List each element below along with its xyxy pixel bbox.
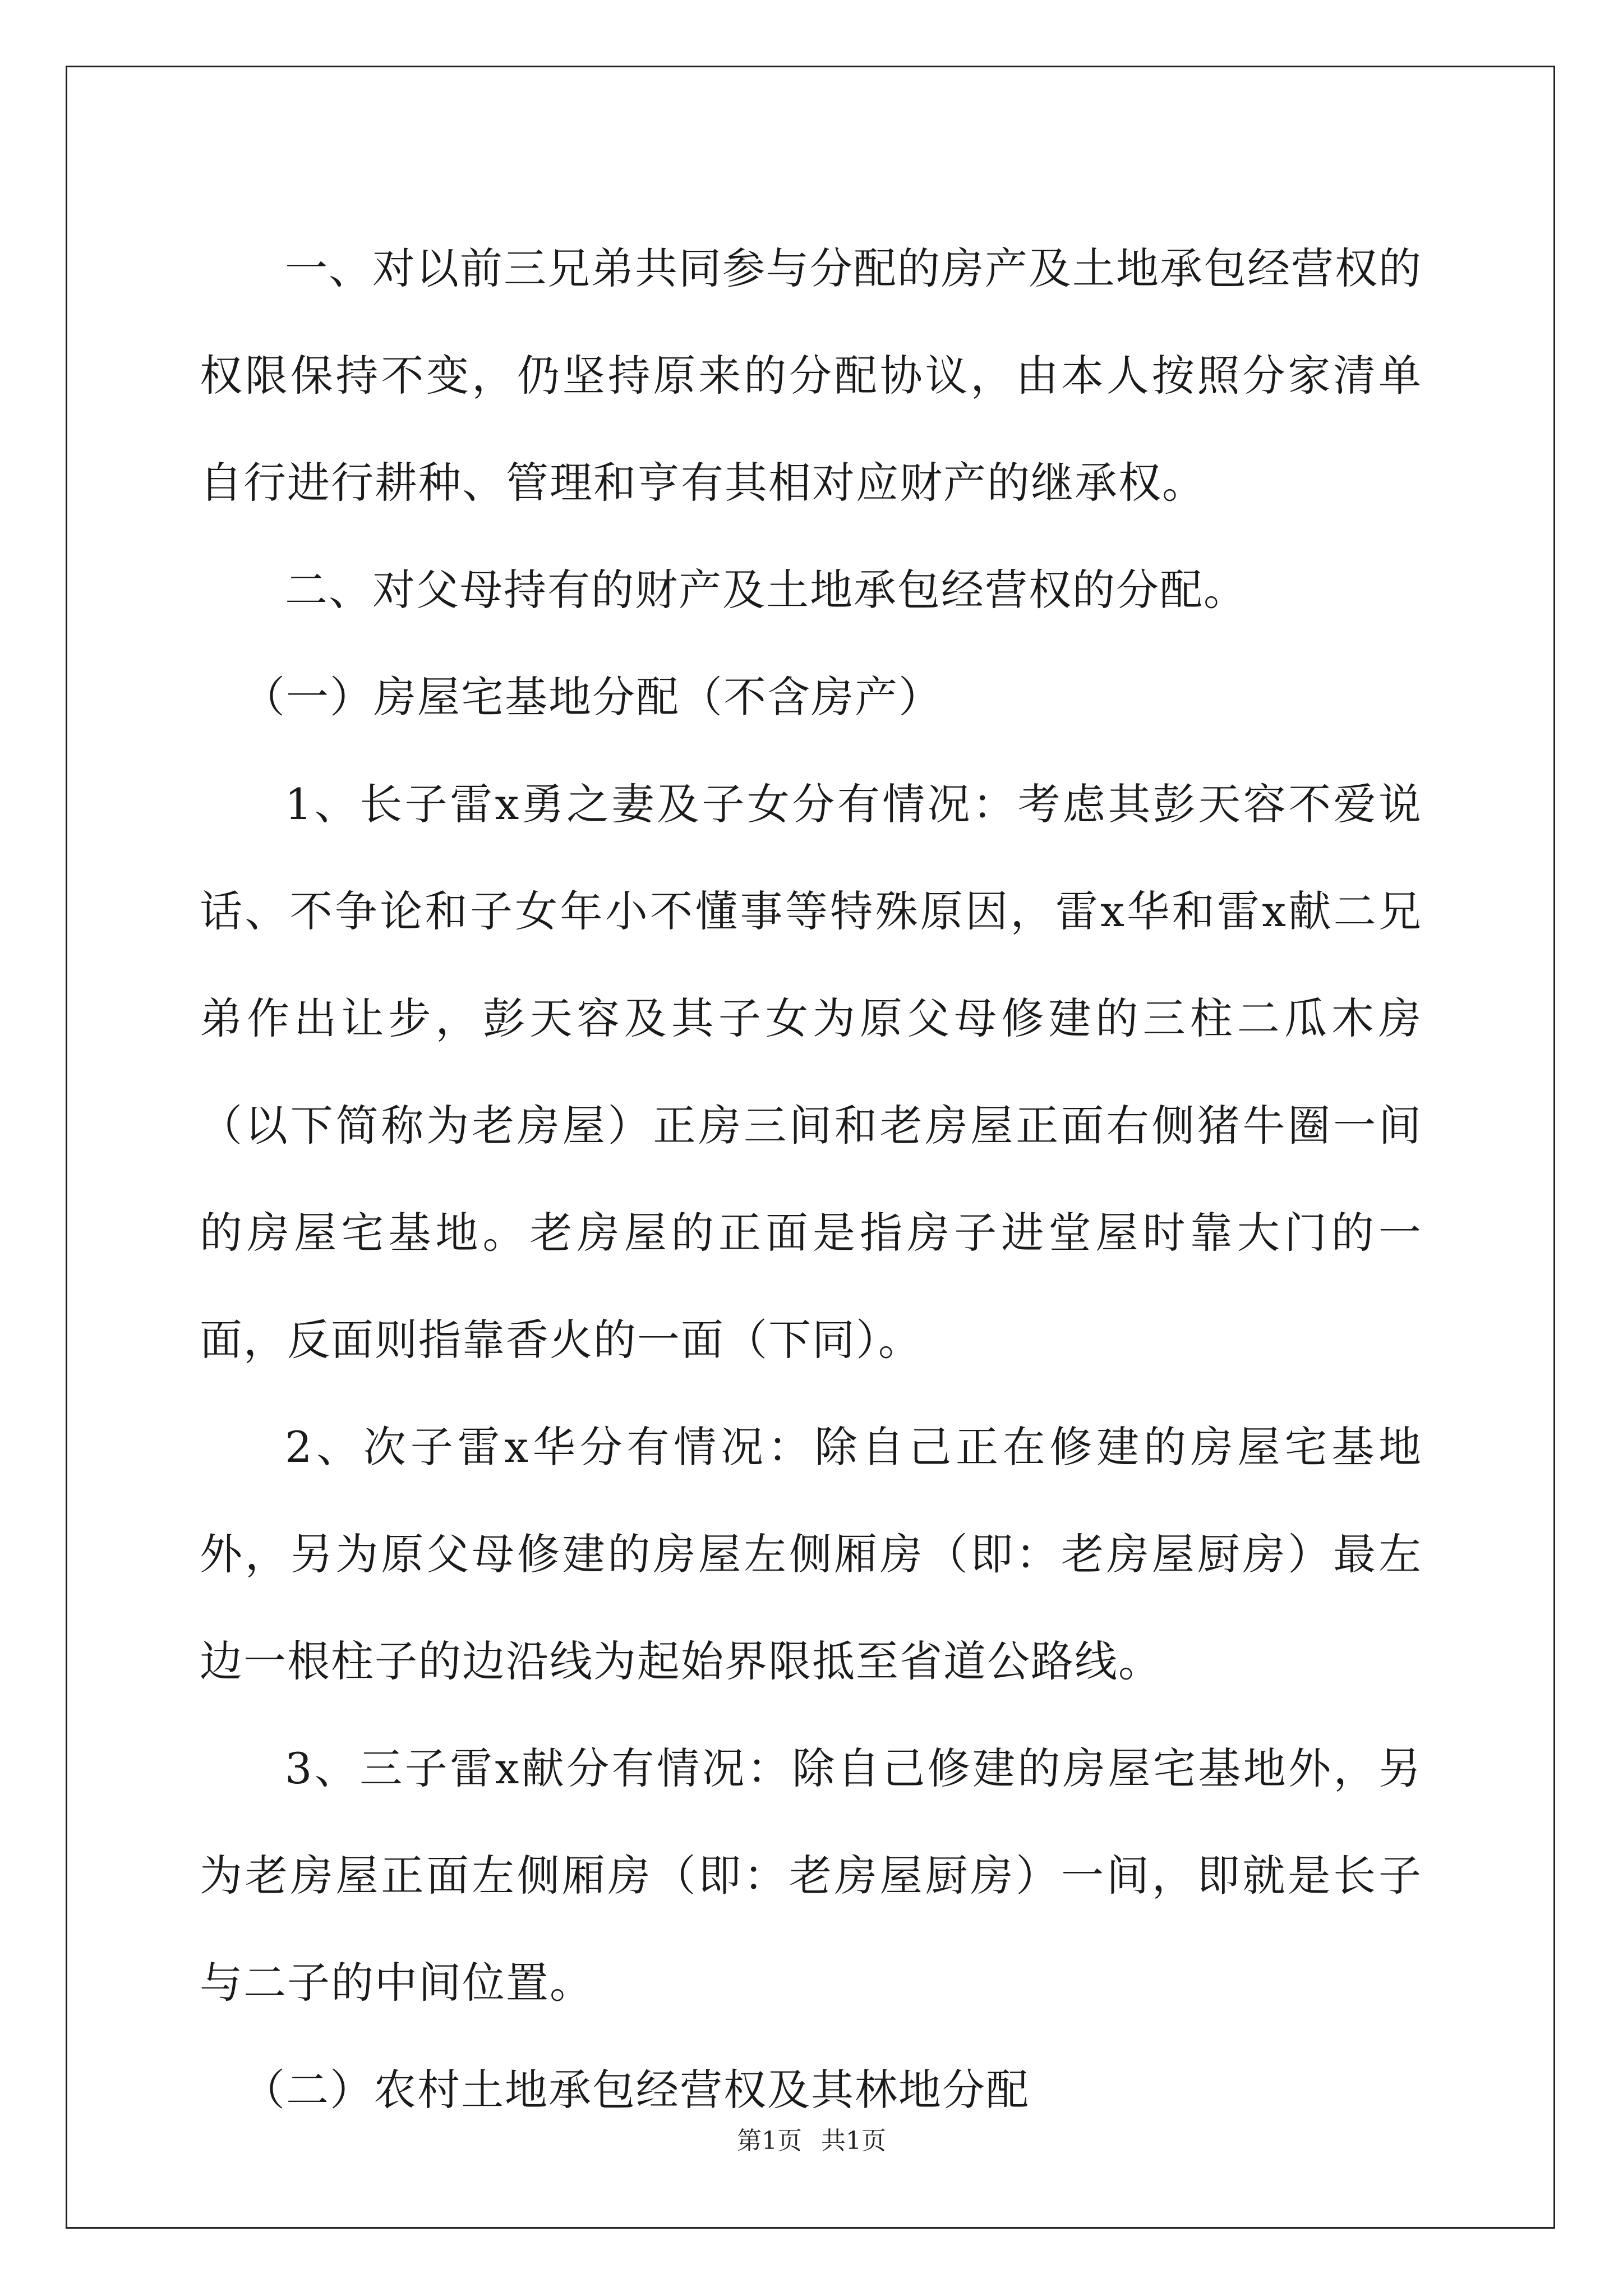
section-heading-1: （一）房屋宅基地分配（不含房产） (242, 672, 942, 722)
paragraph-5: 2、次子雷x华分有情况：除自己正在修建的房屋宅基地外，另为原父母修建的房屋左侧厢房（即：老房屋厨房）最左边一根柱子的边沿线为起始界限抵至省道公路线。 (200, 1422, 1422, 1686)
page-total: 共1页 (821, 2127, 886, 2155)
section-heading-2: （二）农村土地承包经营权及其林地分配 (242, 2065, 1030, 2115)
paragraph-2: 二、对父母持有的财产及土地承包经营权的分配。 (285, 565, 1247, 615)
page-number: 第1页 (737, 2127, 802, 2155)
page-footer (0, 2120, 1623, 2156)
paragraph-4: 1、长子雷x勇之妻及子女分有情况：考虑其彭天容不爱说话、不争论和子女年小不懂事等特殊原因，雷x华和雷x献二兄弟作出让步，彭天容及其子女为原父母修建的三柱二瓜木房（以下简称为老房屋）正房三间和老房屋正面右侧猪牛圈一间的房屋宅基地。老房屋的正面是指房子进堂屋时靠大门的一面，反面则指靠香火的一面（下同）。 (200, 779, 1422, 1365)
paragraph-6: 3、三子雷x献分有情况：除自己修建的房屋宅基地外，另为老房屋正面左侧厢房（即：老房屋厨房）一间，即就是长子与二子的中间位置。 (200, 1743, 1422, 2008)
document-body (200, 215, 1422, 2143)
paragraph-1: 一、对以前三兄弟共同参与分配的房产及土地承包经营权的权限保持不变，仍坚持原来的分配协议，由本人按照分家清单自行进行耕种、管理和亨有其相对应财产的继承权。 (200, 243, 1422, 508)
